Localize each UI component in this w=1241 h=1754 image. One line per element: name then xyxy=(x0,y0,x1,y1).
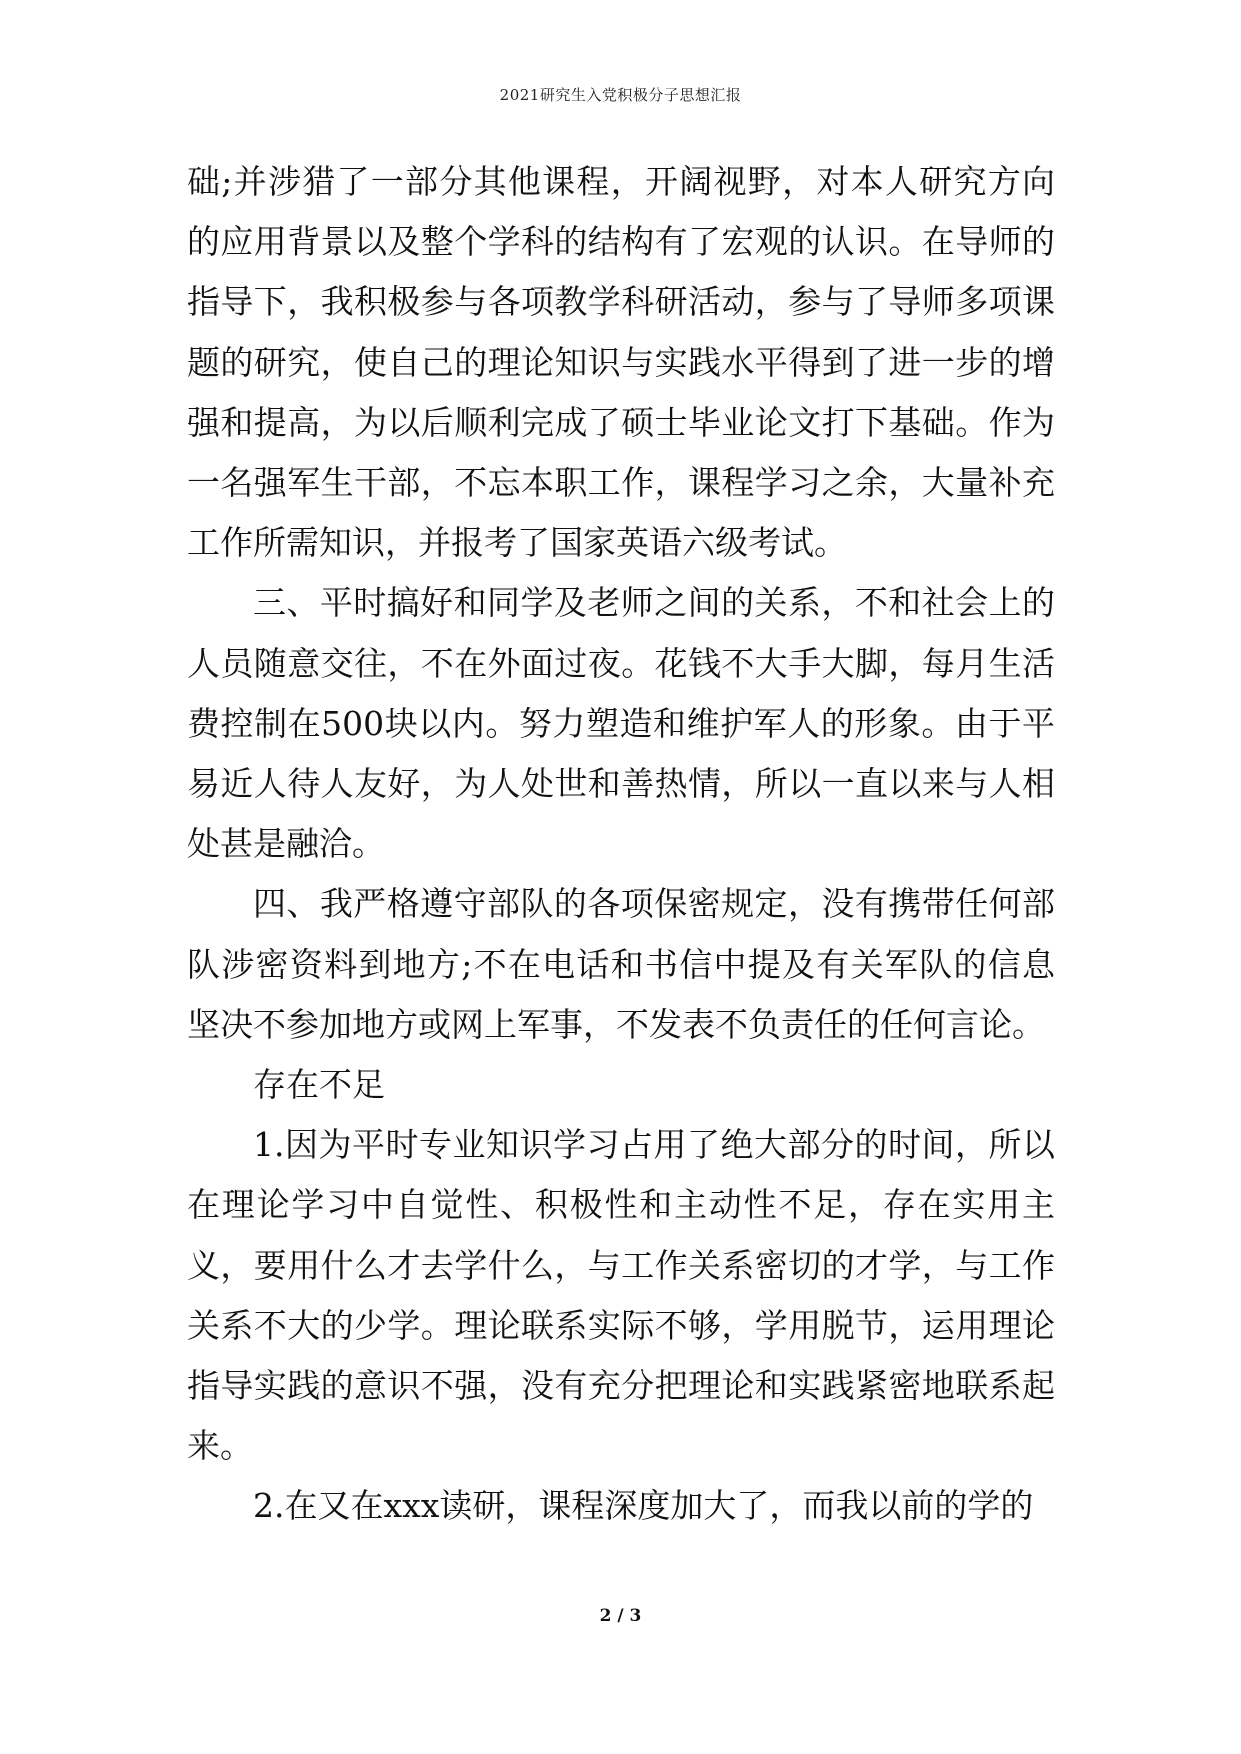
paragraph-continuation: 础;并涉猎了一部分其他课程，开阔视野，对本人研究方向的应用背景以及整个学科的结构有了宏观的认识。在导师的指导下，我积极参与各项教学科研活动，参与了导师多项课题的研究，使自己的理论知识与实践水平得到了进一步的增强和提高，为以后顺利完成了硕士毕业论文打下基础。作为一名强军生干部，不忘本职工作，课程学习之余，大量补充工作所需知识，并报考了国家英语六级考试。 xyxy=(187,162,1055,563)
paragraph-shortcoming-two: 2.在又在xxx读研，课程深度加大了，而我以前的学的 xyxy=(253,1486,1034,1526)
section-heading-shortcomings: 存在不足 xyxy=(253,1065,385,1105)
document-body xyxy=(187,152,1055,1537)
page-number: 2 / 3 xyxy=(599,1606,642,1626)
paragraph-section-three: 三、平时搞好和同学及老师之间的关系，不和社会上的人员随意交往，不在外面过夜。花钱不大手大脚，每月生活费控制在500块以内。努力塑造和维护军人的形象。由于平易近人待人友好，为人处世和善热情，所以一直以来与人相处甚是融洽。 xyxy=(187,583,1055,864)
page-header-title: 2021研究生入党积极分子思想汇报 xyxy=(499,86,742,104)
paragraph-shortcoming-one: 1.因为平时专业知识学习占用了绝大部分的时间，所以在理论学习中自觉性、积极性和主动性不足，存在实用主义，要用什么才去学什么，与工作关系密切的才学，与工作关系不大的少学。理论联系实际不够，学用脱节，运用理论指导实践的意识不强，没有充分把理论和实践紧密地联系起来。 xyxy=(187,1125,1055,1466)
paragraph-section-four: 四、我严格遵守部队的各项保密规定，没有携带任何部队涉密资料到地方;不在电话和书信中提及有关军队的信息坚决不参加地方或网上军事，不发表不负责任的任何言论。 xyxy=(187,884,1055,1044)
